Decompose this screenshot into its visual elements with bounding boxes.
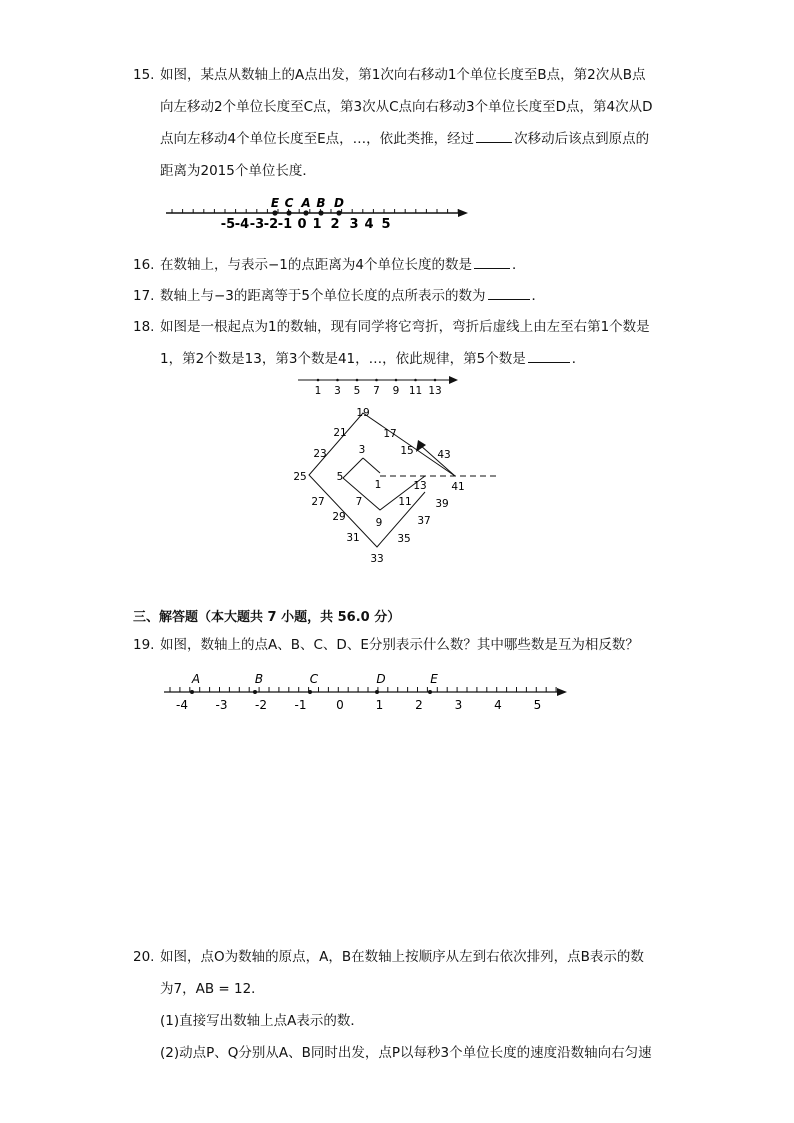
spiral-number: 13: [413, 480, 427, 492]
question-text: 在数轴上，与表示−1的点距离为4个单位长度的数是: [160, 257, 472, 273]
question-number: 20.: [133, 949, 155, 965]
spiral-number: 21: [333, 427, 347, 439]
tick-label: -5: [220, 217, 236, 232]
point-marker: [286, 210, 291, 215]
spiral-number: 29: [332, 511, 346, 523]
point-marker: [272, 210, 277, 215]
tick-label: -4: [176, 698, 188, 712]
question-text-line: (1)直接写出数轴上点A表示的数．: [160, 1013, 364, 1029]
question-text: ．: [531, 288, 545, 304]
point-marker: [428, 690, 432, 694]
tick-label: 3: [454, 698, 463, 712]
point-marker: [303, 210, 308, 215]
tick-label: -1: [277, 217, 293, 232]
question-16: [133, 249, 673, 281]
tick-label: -3: [215, 698, 228, 712]
question-text-line: 向左移动2个单位长度至C点，第3次从C点向右移动3个单位长度至D点，第4次从D: [160, 99, 653, 115]
axis-label: 1: [314, 385, 322, 397]
section-heading: 三、解答题（本大题共 7 小题，共 56.0 分）: [133, 610, 401, 625]
folded-number-line-figure: [280, 370, 520, 570]
tick-label: 2: [330, 217, 340, 232]
point-label: A: [191, 672, 201, 686]
question-number: 19.: [133, 637, 155, 653]
spiral-number: 25: [293, 471, 307, 483]
point-label: C: [284, 196, 294, 210]
tick-label: -2: [255, 698, 267, 712]
point-label: D: [376, 672, 386, 686]
question-text-line: 如图是一根起点为1的数轴，现有同学将它弯折，弯折后虚线上由左至右第1个数是: [160, 319, 650, 335]
question-text: 次移动后该点到原点的: [514, 131, 650, 147]
tick-label: 3: [349, 217, 359, 232]
spiral-number: 35: [397, 533, 411, 545]
point-label: C: [309, 672, 319, 686]
question-text: 如图，数轴上的点A、B、C、D、E分别表示什么数？其中哪些数是互为相反数？: [160, 637, 639, 653]
spiral-number: 31: [346, 532, 360, 544]
tick-label: 5: [381, 217, 391, 232]
point-label: E: [430, 672, 438, 686]
question-text-line: 距离为2015个单位长度．: [160, 163, 316, 179]
spiral-number: 17: [383, 428, 397, 440]
point-marker: [375, 690, 379, 694]
spiral-number: 3: [358, 444, 366, 456]
spiral-number: 43: [437, 449, 451, 461]
question-text-line: 如图，点O为数轴的原点，A，B在数轴上按顺序从左到右依次排列，点B表示的数: [160, 949, 644, 965]
answer-blank[interactable]: [476, 128, 512, 143]
number-line-q19: [160, 668, 580, 718]
axis-point: [414, 379, 417, 382]
answer-blank[interactable]: [488, 285, 530, 300]
tick-label: 1: [375, 698, 384, 712]
number-line-q15: [158, 193, 478, 233]
axis-label: 7: [373, 385, 380, 397]
tick-label: 0: [336, 698, 344, 712]
tick-label: 4: [494, 698, 502, 712]
point-marker: [190, 690, 194, 694]
tick-label: 1: [312, 217, 322, 232]
question-text: ．: [512, 257, 526, 273]
spiral-number: 5: [336, 471, 344, 483]
point-label: E: [270, 196, 280, 210]
tick-label: -1: [294, 698, 307, 712]
axis-label: 9: [392, 385, 400, 397]
tick-label: -3: [249, 217, 265, 232]
spiral-number: 11: [398, 496, 412, 508]
tick-label: 2: [415, 698, 423, 712]
question-text: 数轴上与−3的距离等于5个单位长度的点所表示的数为: [160, 288, 486, 304]
point-label: D: [334, 196, 344, 210]
spiral-number: 37: [417, 515, 431, 527]
question-19: [133, 629, 673, 661]
question-number: 16.: [133, 257, 155, 273]
answer-blank[interactable]: [474, 254, 510, 269]
point-marker: [318, 210, 323, 215]
spiral-number: 33: [370, 553, 384, 565]
question-number: 18.: [133, 319, 155, 335]
question-20: [133, 941, 673, 1069]
question-number: 17.: [133, 288, 155, 304]
question-17: [133, 280, 673, 312]
axis-label: 13: [428, 385, 442, 397]
tick-label: 4: [364, 217, 374, 232]
axis-label: 11: [408, 385, 423, 397]
spiral-number: 19: [356, 407, 370, 419]
axis-point: [395, 379, 398, 382]
point-label: A: [301, 196, 311, 210]
spiral-number: 9: [375, 517, 383, 529]
question-text-line: (2)动点P、Q分别从A、B同时出发，点P以每秒3个单位长度的速度沿数轴向右匀速: [160, 1045, 652, 1061]
point-label: B: [254, 672, 264, 686]
axis-point: [434, 379, 437, 382]
spiral-number: 41: [451, 481, 465, 493]
axis-label: 5: [353, 385, 361, 397]
spiral-number: 1: [374, 479, 382, 491]
question-text: 1，第2个数是13，第3个数是41，…，依此规律，第5个数是: [160, 351, 526, 367]
axis-point: [356, 379, 359, 382]
question-text: ．: [571, 351, 586, 367]
spiral-number: 7: [355, 496, 363, 508]
question-text-line: 为7，AB = 12．: [160, 981, 265, 997]
tick-label: 5: [533, 698, 542, 712]
tick-label: 0: [297, 217, 307, 232]
answer-blank[interactable]: [528, 348, 570, 363]
spiral-number: 15: [400, 445, 414, 457]
tick-label: -4: [234, 217, 250, 232]
point-marker: [308, 690, 312, 694]
question-number: 15.: [133, 67, 155, 83]
axis-point: [336, 379, 339, 382]
axis-point: [317, 379, 320, 382]
question-15: [133, 59, 673, 187]
axis-point: [375, 379, 378, 382]
tick-label: -2: [263, 217, 279, 232]
question-text-line: 如图，某点从数轴上的A点出发，第1次向右移动1个单位长度至B点，第2次从B点: [160, 67, 646, 83]
spiral-number: 39: [435, 498, 449, 510]
point-marker: [253, 690, 257, 694]
spiral-number: 27: [311, 496, 325, 508]
spiral-number: 23: [313, 448, 327, 460]
question-18: [133, 311, 673, 375]
question-text-line: [160, 123, 673, 155]
question-text: 点向左移动4个单位长度至E点，…，依此类推，经过: [160, 131, 475, 147]
point-marker: [336, 210, 341, 215]
point-label: B: [316, 196, 326, 210]
axis-label: 3: [334, 385, 341, 397]
